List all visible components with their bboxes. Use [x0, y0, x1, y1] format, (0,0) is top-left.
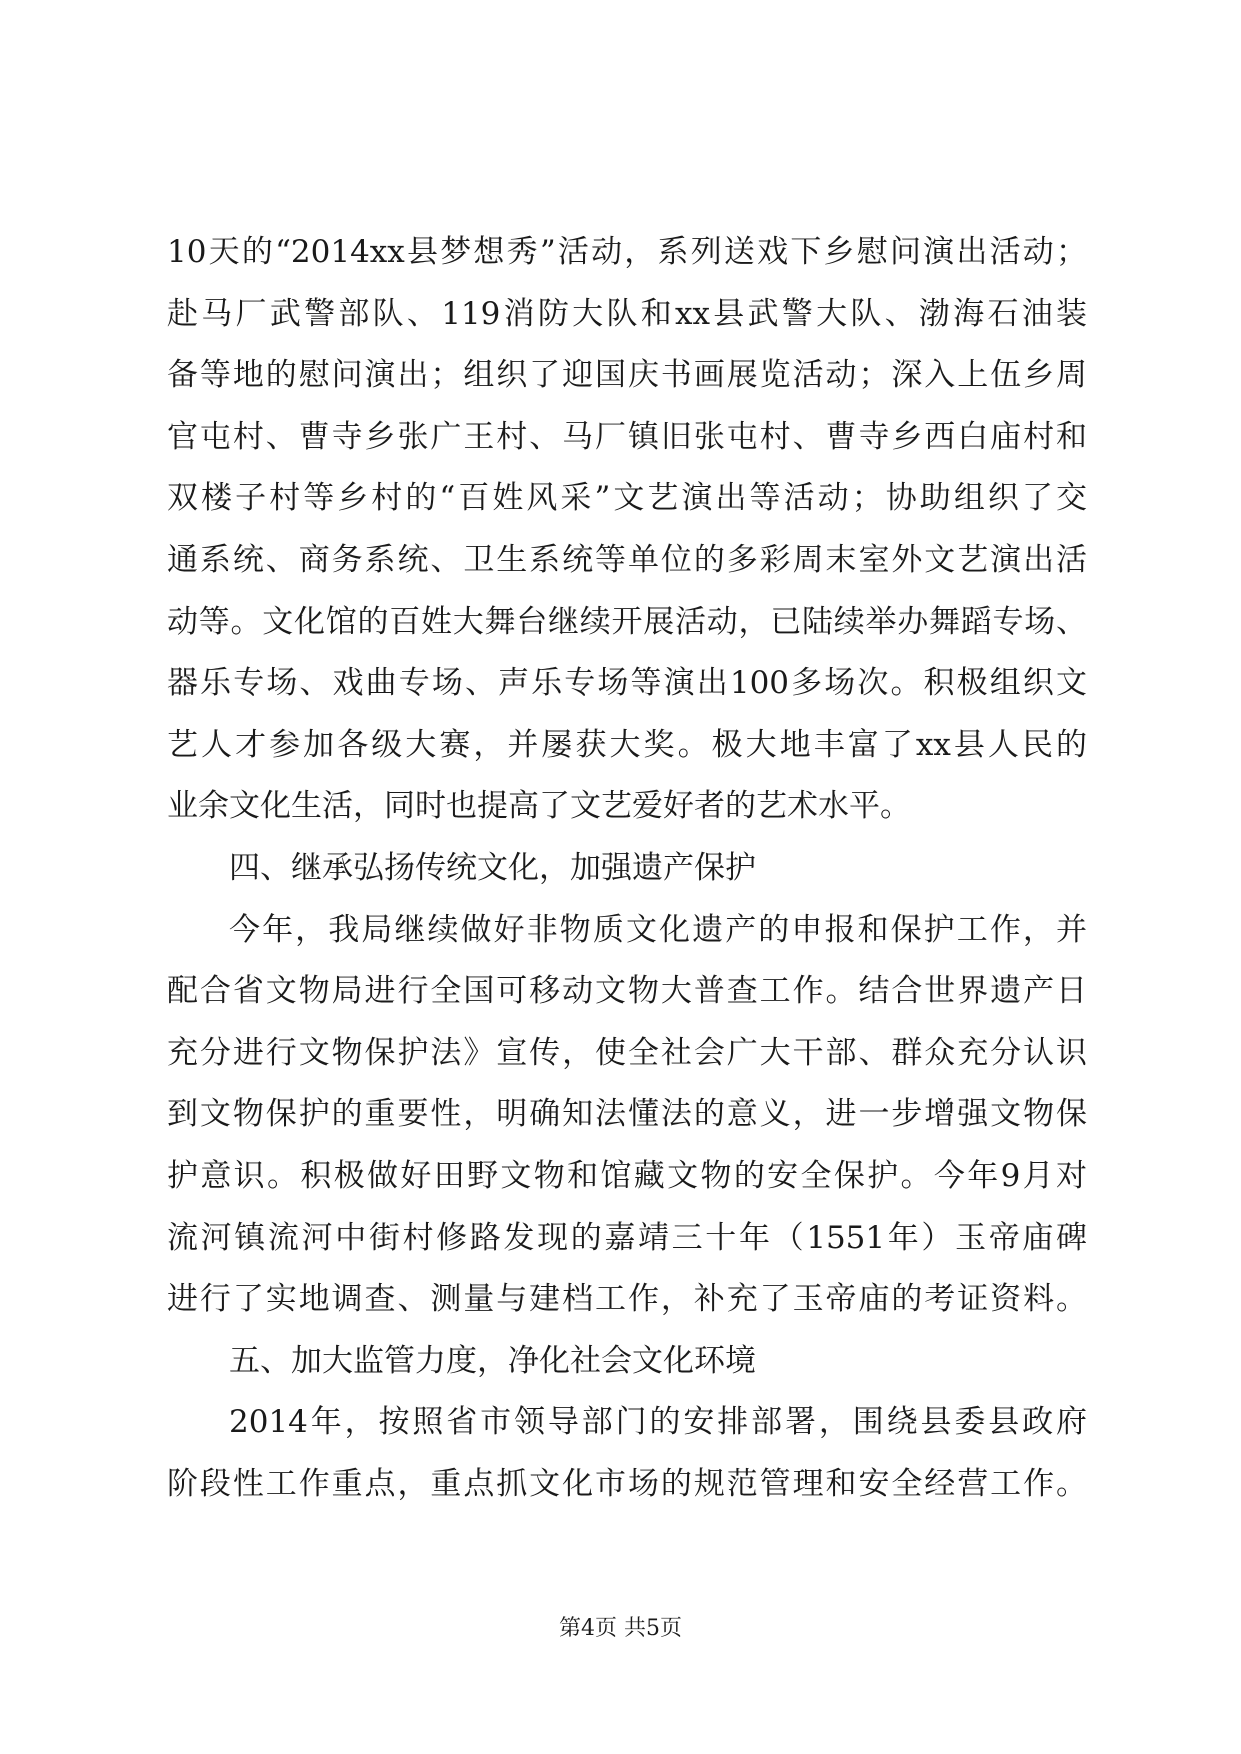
- text-line: 2014年，按照省市领导部门的安排部署，围绕县委县政府: [229, 1404, 1087, 1441]
- text-line: 配合省文物局进行全国可移动文物大普查工作。结合世界遗产日: [167, 973, 1087, 1010]
- text-line: 赴马厂武警部队、119消防大队和xx县武警大队、渤海石油装: [167, 295, 1087, 332]
- text-line: 流河镇流河中街村修路发现的嘉靖三十年（1551年）玉帝庙碑: [167, 1219, 1087, 1256]
- text-line: 器乐专场、戏曲专场、声乐专场等演出100多场次。积极组织文: [167, 665, 1087, 702]
- text-line: 艺人才参加各级大赛，并屡获大奖。极大地丰富了xx县人民的: [167, 726, 1087, 763]
- text-line: 双楼子村等乡村的“百姓风采”文艺演出等活动；协助组织了交: [167, 480, 1087, 517]
- text-line: 阶段性工作重点，重点抓文化市场的规范管理和安全经营工作。: [167, 1465, 1087, 1502]
- text-line: 官屯村、曹寺乡张广王村、马厂镇旧张屯村、曹寺乡西白庙村和: [167, 418, 1087, 455]
- document-body: [167, 222, 1087, 1515]
- text-line: 五、加大监管力度，净化社会文化环境: [229, 1342, 756, 1379]
- text-line: 护意识。积极做好田野文物和馆藏文物的安全保护。今年9月对: [167, 1157, 1087, 1194]
- text-line: 今年，我局继续做好非物质文化遗产的申报和保护工作，并: [229, 911, 1087, 948]
- text-line: 到文物保护的重要性，明确知法懂法的意义，进一步增强文物保: [167, 1096, 1087, 1133]
- text-line: 业余文化生活，同时也提高了文艺爱好者的艺术水平。: [167, 788, 911, 825]
- text-line: 10天的“2014xx县梦想秀”活动，系列送戏下乡慰问演出活动；: [167, 234, 1087, 270]
- text-line: 进行了实地调查、测量与建档工作，补充了玉帝庙的考证资料。: [167, 1281, 1087, 1318]
- text-line: 充分进行文物保护法》宣传，使全社会广大干部、群众充分认识: [167, 1034, 1087, 1071]
- text-line: 通系统、商务系统、卫生系统等单位的多彩周末室外文艺演出活: [167, 541, 1087, 578]
- text-line: 备等地的慰问演出；组织了迎国庆书画展览活动；深入上伍乡周: [167, 357, 1087, 394]
- page-footer: 第4页 共5页: [559, 1616, 682, 1641]
- text-line: 四、继承弘扬传统文化，加强遗产保护: [229, 849, 756, 886]
- text-line: 动等。文化馆的百姓大舞台继续开展活动，已陆续举办舞蹈专场、: [167, 603, 1087, 640]
